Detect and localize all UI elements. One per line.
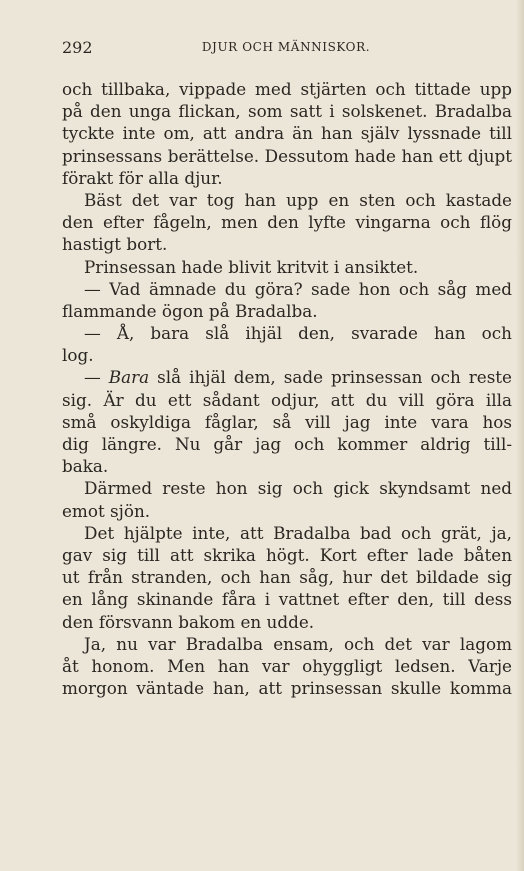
text-line: på den unga flickan, som satt i solskenet. Bradalba: [62, 101, 512, 122]
text-line: flammande ögon på Bradalba.: [62, 300, 318, 321]
text-line: — Vad ämnade du göra? sade hon och såg med: [84, 278, 512, 299]
text-line: Prinsessan hade blivit kritvit i ansiktet.: [84, 256, 419, 277]
text-line: prinsessans berättelse. Dessutom hade han ett djupt: [62, 145, 512, 166]
text-line: tyckte inte om, att andra än han själv lyssnade till: [62, 123, 512, 144]
text-line: Bäst det var tog han upp en sten och kastade: [84, 189, 512, 210]
text-line: ut från stranden, och han såg, hur det bildade sig: [62, 567, 512, 588]
text-line: små oskyldiga fåglar, så vill jag inte vara hos: [62, 411, 512, 432]
text-line: och tillbaka, vippade med stjärten och tittade upp: [62, 79, 512, 99]
emphasis-word: Bara: [108, 367, 150, 388]
text-line: åt honom. Men han var ohyggligt ledsen. Varje: [62, 655, 512, 676]
text-line: sig. Är du ett sådant odjur, att du vill göra illa: [62, 389, 512, 410]
text-line: log.: [62, 345, 94, 366]
page-number: 292: [62, 38, 93, 57]
dash-prefix: —: [84, 367, 109, 388]
text-line: en lång skinande fåra i vattnet efter den, till dess: [62, 589, 512, 610]
text-line: den efter fågeln, men den lyfte vingarna och flög: [62, 212, 512, 233]
page-header: [62, 38, 510, 62]
text-line: gav sig till att skrika högt. Kort efter lade båten: [62, 544, 512, 565]
text-line: hastigt bort.: [62, 234, 168, 255]
text-line: förakt för alla djur.: [62, 167, 223, 188]
page-edge: [516, 0, 524, 871]
text-line: den försvann bakom en udde.: [62, 611, 315, 632]
text-line: dig längre. Nu går jag och kommer aldrig till-: [62, 434, 512, 454]
text-line: [62, 366, 512, 388]
text-line: — Å, bara slå ihjäl den, svarade han och: [84, 323, 512, 344]
text-line: Ja, nu var Bradalba ensam, och det var lagom: [84, 633, 512, 654]
text-line: morgon väntade han, att prinsessan skulle komma: [62, 678, 512, 699]
text-line: Därmed reste hon sig och gick skyndsamt ned: [84, 478, 512, 499]
line-rest: slå ihjäl dem, sade prinsessan och reste: [157, 367, 512, 388]
body-text: [62, 78, 512, 699]
running-title: DJUR OCH MÄNNISKOR.: [201, 40, 371, 54]
text-line: baka.: [62, 456, 109, 477]
text-line: emot sjön.: [62, 500, 151, 521]
text-line: Det hjälpte inte, att Bradalba bad och grät, ja,: [84, 522, 512, 543]
